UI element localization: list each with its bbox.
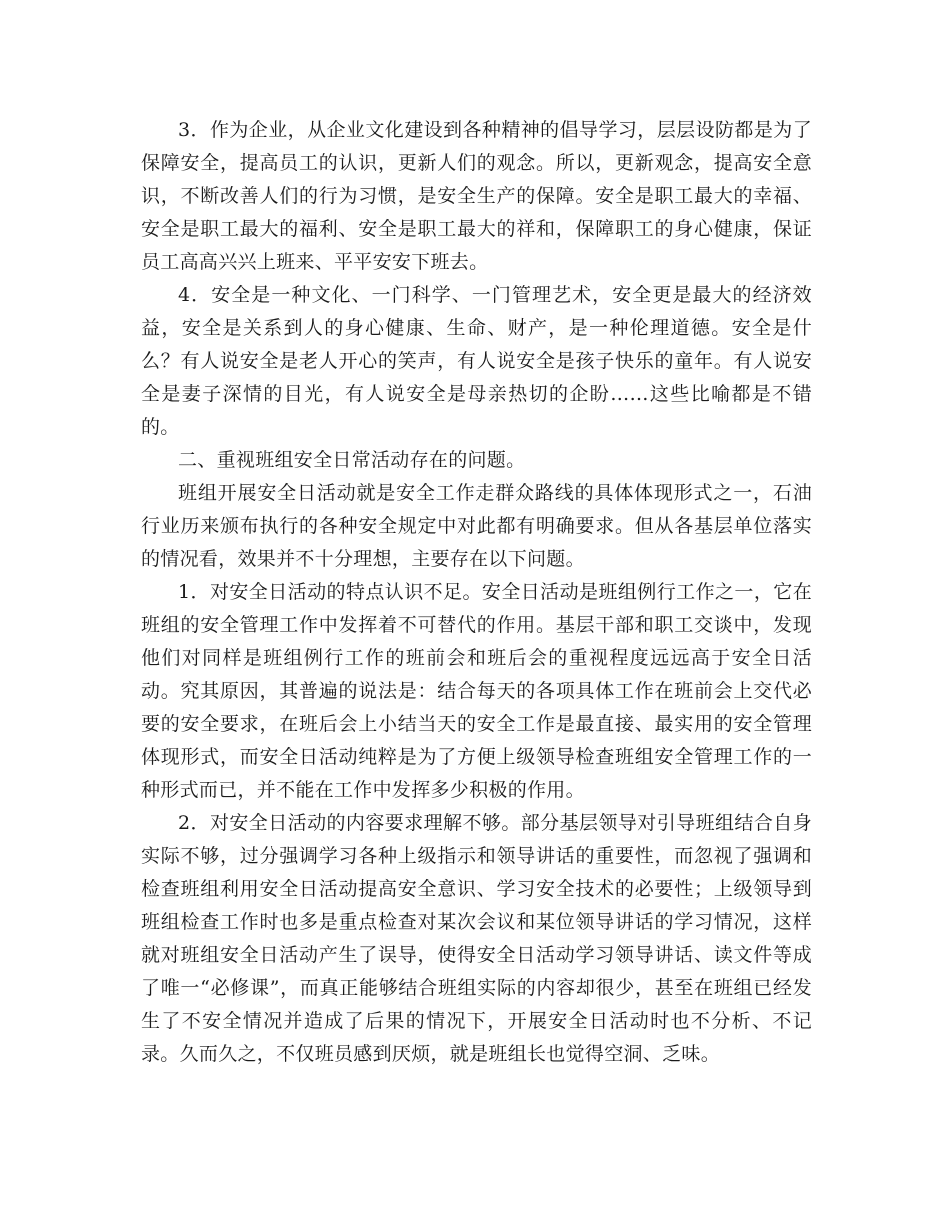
document-page [141, 114, 812, 1071]
paragraph-intro: 班组开展安全日活动就是安全工作走群众路线的具体体现形式之一，石油行业历来颁布执行的各种安全规定中对此都有明确要求。但从各基层单位落实的情况看，效果并不十分理想，主要存在以下问题。 [141, 482, 812, 570]
paragraph-point-3: 3．作为企业，从企业文化建设到各种精神的倡导学习，层层设防都是为了保障安全，提高员工的认识，更新人们的观念。所以，更新观念，提高安全意识，不断改善人们的行为习惯，是安全生产的保障。安全是职工最大的幸福、安全是职工最大的福利、安全是职工最大的祥和，保障职工的身心健康，保证员工高高兴兴上班来、平平安安下班去。 [141, 119, 812, 273]
paragraph-issue-1: 1．对安全日活动的特点认识不足。安全日活动是班组例行工作之一，它在班组的安全管理工作中发挥着不可替代的作用。基层干部和职工交谈中，发现他们对同样是班组例行工作的班前会和班后会的重视程度远远高于安全日活动。究其原因，其普遍的说法是：结合每天的各项具体工作在班前会上交代必要的安全要求，在班后会上小结当天的安全工作是最直接、最实用的安全管理体现形式，而安全日活动纯粹是为了方便上级领导检查班组安全管理工作的一种形式而已，并不能在工作中发挥多少积极的作用。 [141, 581, 812, 801]
section-heading-2: 二、重视班组安全日常活动存在的问题。 [178, 449, 526, 471]
paragraph-point-4: 4．安全是一种文化、一门科学、一门管理艺术，安全更是最大的经济效益，安全是关系到人的身心健康、生命、财产，是一种伦理道德。安全是什么？有人说安全是老人开心的笑声，有人说安全是孩子快乐的童年。有人说安全是妻子深情的目光，有人说安全是母亲热切的企盼……这些比喻都是不错的。 [141, 284, 812, 438]
paragraph-issue-2: 2．对安全日活动的内容要求理解不够。部分基层领导对引导班组结合自身实际不够，过分强调学习各种上级指示和领导讲话的重要性，而忽视了强调和检查班组利用安全日活动提高安全意识、学习安全技术的必要性；上级领导到班组检查工作时也多是重点检查对某次会议和某位领导讲话的学习情况，这样就对班组安全日活动产生了误导，使得安全日活动学习领导讲话、读文件等成了唯一“必修课”，而真正能够结合班组实际的内容却很少，甚至在班组已经发生了不安全情况并造成了后果的情况下，开展安全日活动时也不分析、不记录。久而久之，不仅班员感到厌烦，就是班组长也觉得空洞、乏味。 [141, 812, 812, 1065]
